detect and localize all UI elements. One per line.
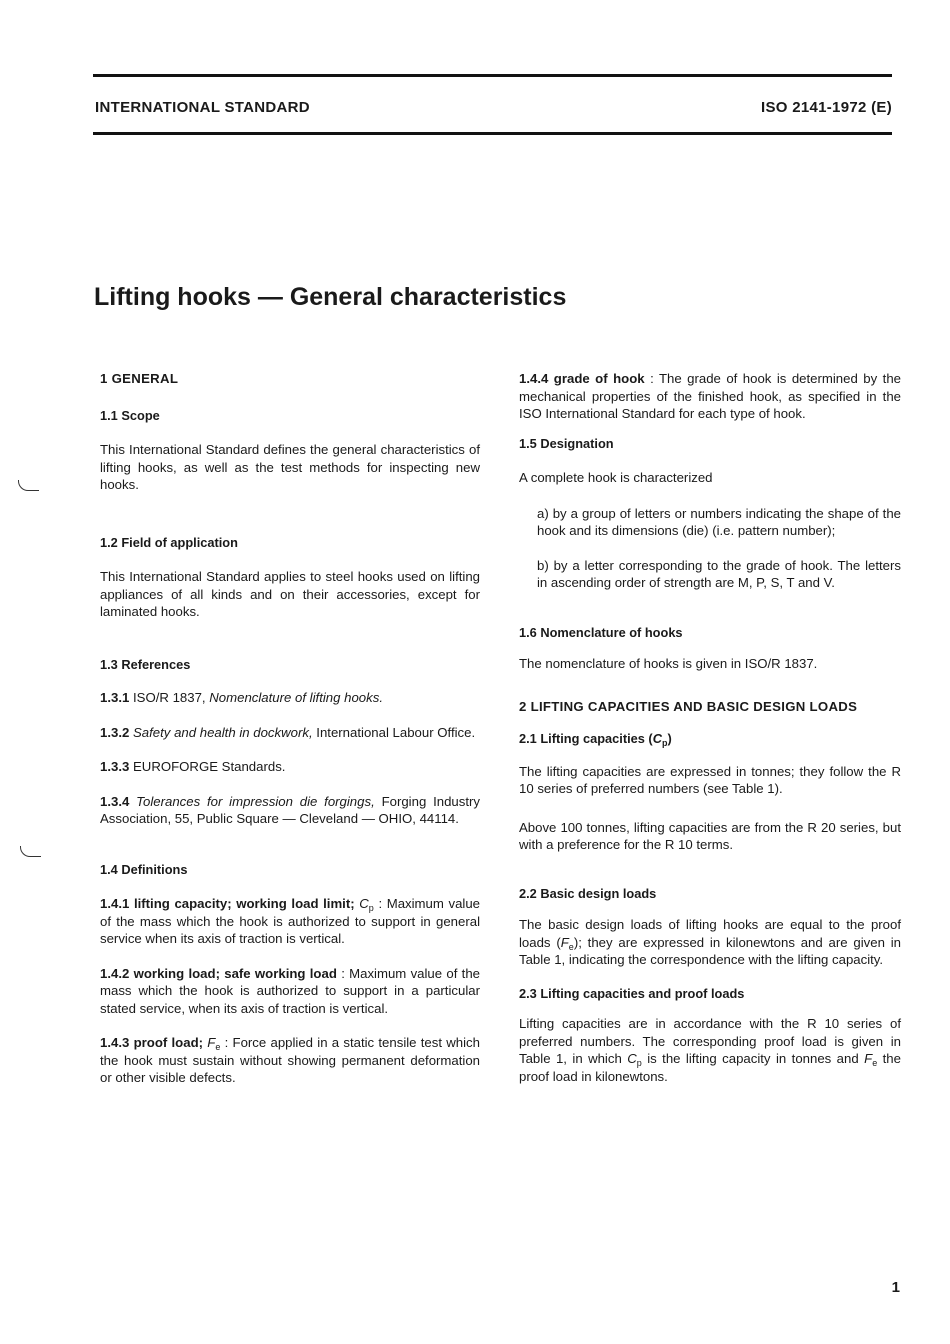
right-column	[519, 370, 901, 1085]
margin-mark	[18, 480, 39, 491]
lifting-capacities-paragraph-1: The lifting capacities are expressed in tonnes; they follow the R 10 series of preferred numbers (see Table 1).	[519, 763, 901, 796]
left-column	[100, 370, 480, 1087]
definition-1-4-2: 1.4.2 working load; safe working load : Maximum value of the mass which the hook is authorized to support in a particular stated service, when its axis of traction is vertical.	[100, 965, 481, 1016]
section-1-5-heading: 1.5 Designation	[519, 435, 614, 451]
document-title: Lifting hooks — General characteristics	[94, 283, 567, 311]
field-of-application-paragraph: This International Standard applies to steel hooks used on lifting appliances of all kinds and on their accessories, except for laminated hooks.	[100, 569, 480, 619]
designation-item-a: a) by a group of letters or numbers indicating the shape of the hook and its dimensions (die) (i.e. pattern number);	[537, 505, 901, 538]
section-2-3-heading: 2.3 Lifting capacities and proof loads	[519, 985, 745, 1001]
header-top-rule	[93, 74, 892, 77]
section-1-heading: 1 GENERAL	[100, 371, 179, 386]
reference-1-3-3: 1.3.3 EUROFORGE Standards.	[100, 759, 286, 774]
header-standard-label: INTERNATIONAL STANDARD	[95, 99, 310, 116]
scope-paragraph: This International Standard defines the general characteristics of lifting hooks, as well as the test methods for inspecting new hooks.	[100, 442, 480, 492]
margin-mark	[20, 846, 41, 857]
section-2-1-heading: 2.1 Lifting capacities $(C_p)$	[519, 731, 672, 748]
proof-loads-paragraph: Lifting capacities are in accordance with the R 10 series of preferred numbers. The corresponding proof load is given in Table 1, in which $C_p$ is the lifting capacity in tonnes and $F_e$ the proof load in kilonewtons.	[519, 1016, 901, 1084]
definition-1-4-4: 1.4.4 grade of hook : The grade of hook is determined by the mechanical properties of the finished hook, as specified in the ISO International Standard for each type of hook.	[519, 371, 902, 421]
section-1-1-heading: 1.1 Scope	[100, 407, 160, 423]
section-2-heading: 2 LIFTING CAPACITIES AND BASIC DESIGN LOADS	[519, 698, 858, 714]
reference-1-3-4: 1.3.4 Tolerances for impression die forgings, Forging Industry Association, 55, Public Square — Cleveland — OHIO, 44114.	[100, 793, 480, 826]
section-2-2-heading: 2.2 Basic design loads	[519, 885, 657, 901]
designation-intro: A complete hook is characterized	[519, 470, 713, 485]
lifting-capacities-paragraph-2: Above 100 tonnes, lifting capacities are from the R 20 series, but with a preference for the R 10 terms.	[519, 819, 901, 852]
reference-1-3-1: 1.3.1 ISO/R 1837, Nomenclature of lifting hooks.	[100, 690, 383, 705]
designation-item-b: b) by a letter corresponding to the grade of hook. The letters in ascending order of strength are M, P, S, T and V.	[537, 557, 901, 590]
section-1-2-heading: 1.2 Field of application	[100, 534, 238, 550]
section-1-3-heading: 1.3 References	[100, 656, 191, 672]
reference-1-3-2: 1.3.2 Safety and health in dockwork, International Labour Office.	[100, 724, 476, 740]
header-document-number: ISO 2141-1972 (E)	[760, 99, 892, 116]
header-bottom-rule	[93, 132, 892, 135]
section-1-4-heading: 1.4 Definitions	[100, 861, 188, 877]
section-1-6-heading: 1.6 Nomenclature of hooks	[519, 624, 683, 640]
nomenclature-paragraph: The nomenclature of hooks is given in ISO/R 1837.	[519, 656, 818, 671]
page-number: 1	[891, 1279, 900, 1296]
definition-1-4-1: 1.4.1 lifting capacity; working load limit; $C_p$ : Maximum value of the mass which the hook is authorized to support in general service when its axis of traction is vertical.	[100, 896, 481, 946]
basic-design-loads-paragraph: The basic design loads of lifting hooks are equal to the proof loads $(F_e)$; they are expressed in kilonewtons and are given in Table 1, indicating the correspondence with the lifting capacity.	[519, 917, 901, 967]
definition-1-4-3: 1.4.3 proof load; $F_e$ : Force applied in a static tensile test which the hook must sustain without showing permanent deformation or other visible defects.	[100, 1035, 480, 1085]
